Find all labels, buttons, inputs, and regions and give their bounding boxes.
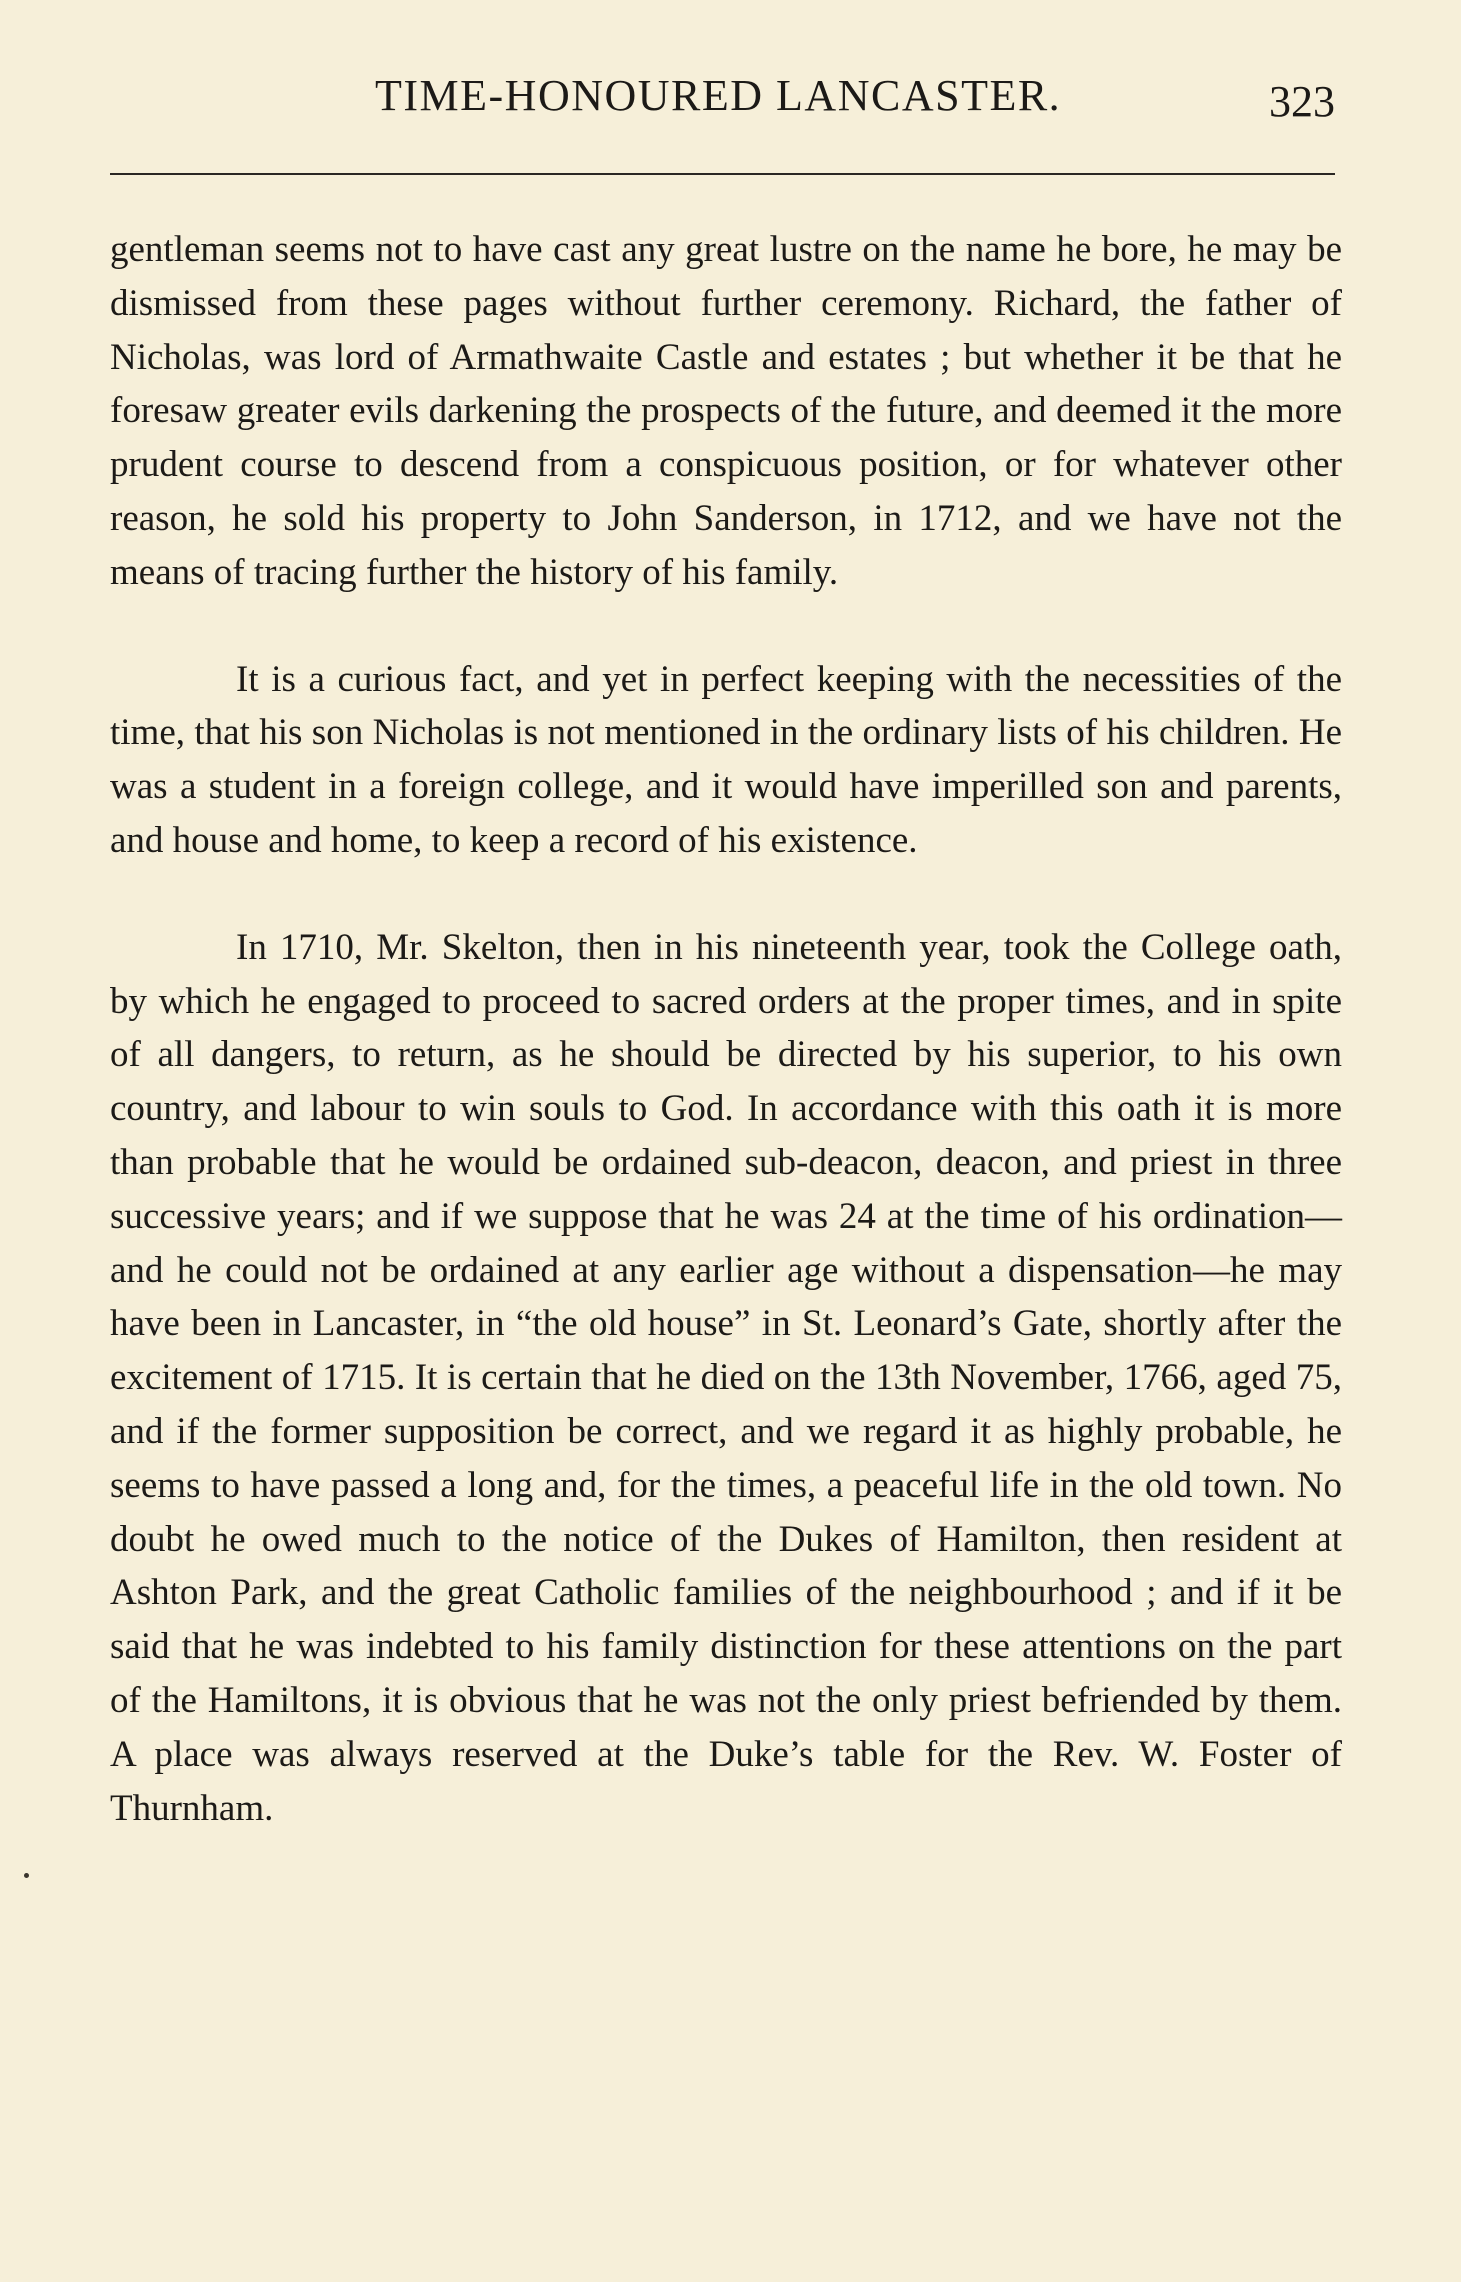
running-title: TIME-HONOURED LANCASTER. — [375, 71, 1062, 120]
margin-mark — [24, 1873, 29, 1878]
body-text — [110, 223, 1342, 1835]
paragraph-college-oath: In 1710, Mr. Skelton, then in his nineteenth year, took the College oath, by which he engaged to proceed to sacred orders at the proper times, and in spite of all dangers, to return, as he should be directed by his superior, to his own country, and labour to win souls to God. In accordance with this oath it is more than probable that he would be ordained sub-deacon, deacon, and priest in three successive years; and if we suppose that he was 24 at the time of his ordination—and he could not be ordained at any earlier age without a dispensation—he may have been in Lancaster, in “the old house” in St. Leonard’s Gate, shortly after the excitement of 1715. It is certain that he died on the 13th November, 1766, aged 75, and if the former supposition be correct, and we regard it as highly probable, he seems to have passed a long and, for the times, a peaceful life in the old town. No doubt he owed much to the notice of the Dukes of Hamilton, then resident at Ashton Park, and the great Catholic families of the neighbourhood ; and if it be said that he was indebted to his family distinction for these attentions on the part of the Hamiltons, it is obvious that he was not the only priest befriended by them. A place was always reserved at the Duke’s table for the Rev. W. Foster of Thurnham. — [110, 926, 1342, 1829]
paragraph-curious-fact: It is a curious fact, and yet in perfect keeping with the necessities of the time, that his son Nicholas is not mentioned in the ordinary lists of his children. He was a student in a foreign college, and it would have imperilled son and parents, and house and home, to keep a record of his existence. — [110, 658, 1342, 861]
paragraph-continued: gentleman seems not to have cast any great lustre on the name he bore, he may be dismissed from these pages without further ceremony. Richard, the father of Nicholas, was lord of Armathwaite Castle and estates ; but whether it be that he foresaw greater evils darkening the prospects of the future, and deemed it the more prudent course to descend from a conspicuous position, or for whatever other reason, he sold his property to John Sanderson, in 1712, and we have not the means of tracing further the history of his family. — [110, 229, 1342, 593]
page-number: 323 — [1269, 77, 1335, 126]
header-rule — [110, 173, 1335, 175]
running-head — [110, 66, 1335, 126]
